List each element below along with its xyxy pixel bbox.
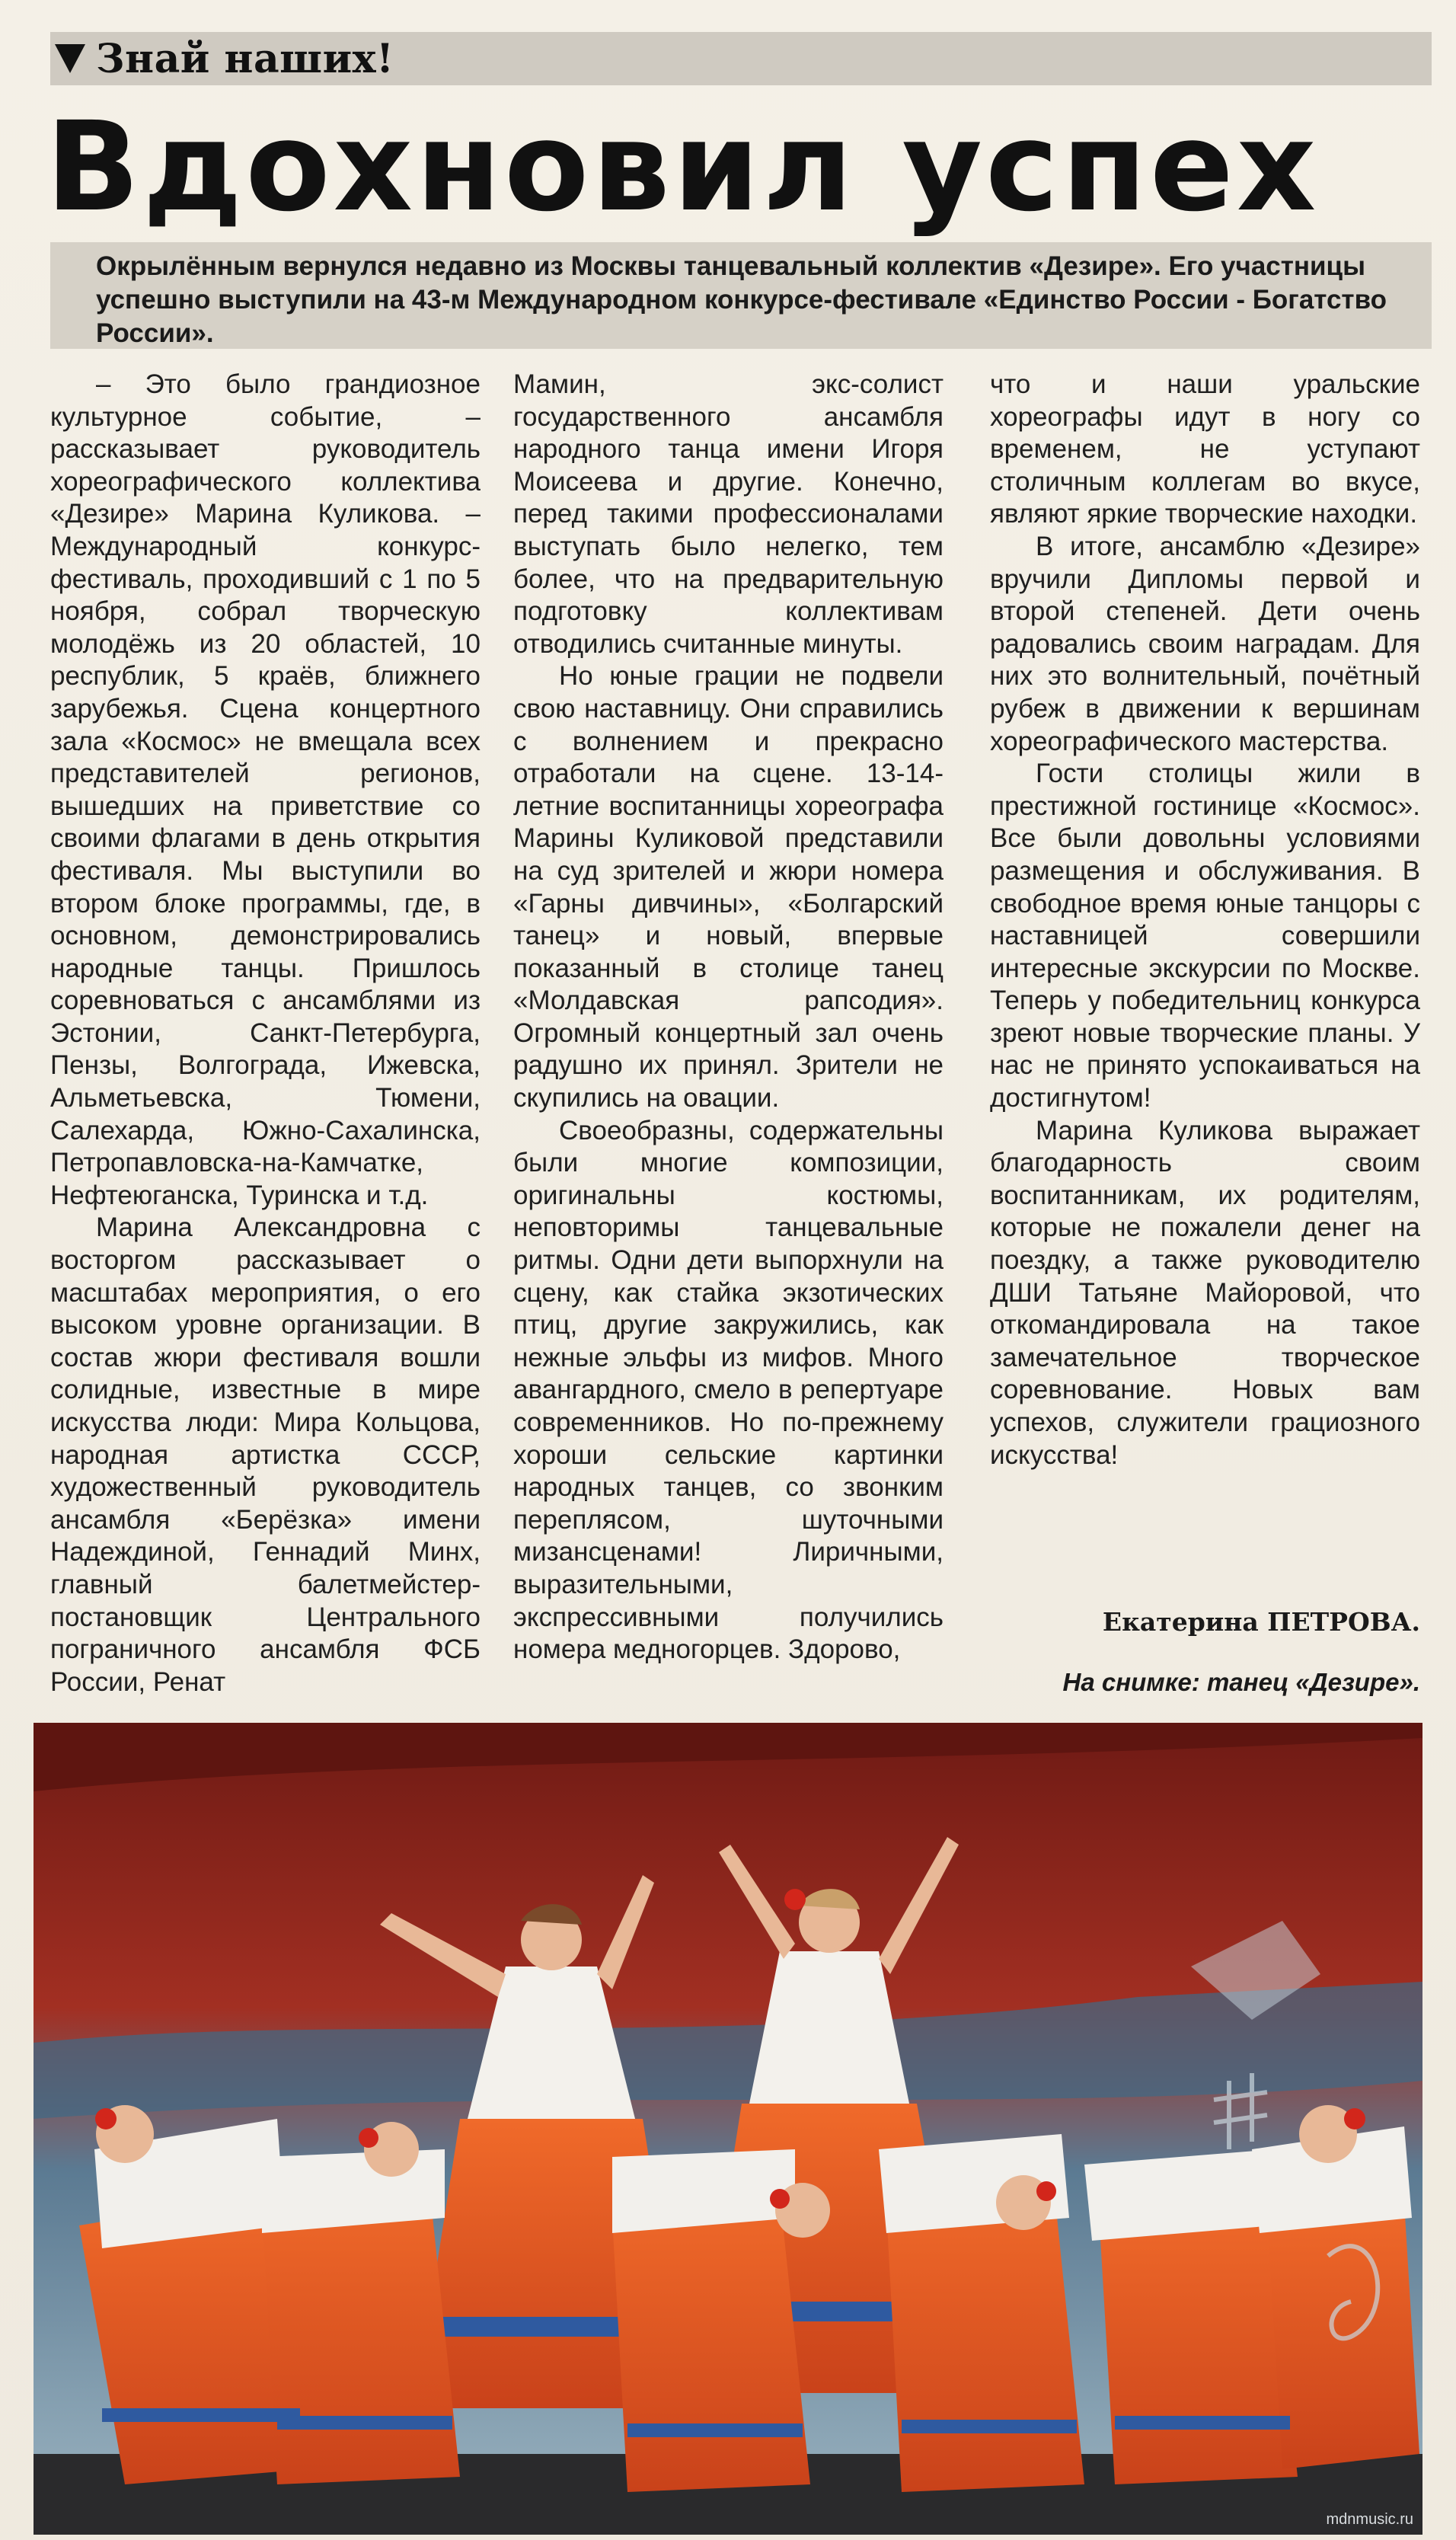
paragraph: Своеобразны, содержательны были многие композиции, оригинальны костюмы, неповторимы танцевальные ритмы. Одни дети выпорхнули на сцену, как стайка экзотических птиц, другие закружились, как нежные эльфы из мифов. Много авангардного, смело в репертуаре современников. Но по-прежнему хороши сельские картинки народных танцев, со звонким переплясом, шуточными мизансценами! Лиричными, выразительными, экспрессивными получились номера медногорцев. Здорово, xyxy=(513,1115,944,1665)
article-column-2 xyxy=(513,369,944,1666)
paragraph: Мамин, экс-солист государственного ансамбля народного танца имени Игоря Моисеева и другие. Конечно, перед такими профессионалами выступать было нелегко, тем более, что на предварительную подготовку коллективам отводились считанные минуты. xyxy=(513,369,944,659)
article-column-3 xyxy=(990,369,1420,1471)
article-column-1 xyxy=(50,369,481,1698)
paragraph: Но юные грации не подвели свою наставницу. Они справились с волнением и прекрасно отработали на сцене. 13-14-летние воспитанницы хореографа Марины Куликовой представили на суд зрителей и жюри номера «Гарны дивчины», «Болгарский танец» и новый, впервые показанный в столице танец «Молдавская рапсодия». Огромный концертный зал очень радушно их принял. Зрители не скупились на овации. xyxy=(513,661,944,1113)
front-dancer-row xyxy=(79,2187,1419,2492)
dance-photo-illustration xyxy=(34,1723,1422,2535)
rubric-label: Знай наших! xyxy=(96,35,394,82)
paragraph: В итоге, ансамблю «Дезире» вручили Дипломы первой и второй степеней. Дети очень радовались своим наградам. Для них это волнительный, почётный рубеж в движении к вершинам хореографического мастерства. xyxy=(990,531,1420,756)
paragraph: – Это было грандиозное культурное событие, – рассказывает руководитель хореографического коллектива «Дезире» Марина Куликова. – Международный конкурс-фестиваль, проходивший с 1 по 5 ноября, собрал творческую молодёжь из 20 областей, 10 республик, 5 краёв, ближнего зарубежья. Сцена концертного зала «Космос» не вмещала всех представителей регионов, вышедших на приветствие со своими флагами в день открытия фестиваля. Мы выступили во втором блоке программы, где, в основном, демонстрировались народные танцы. Пришлось соревноваться с ансамблями из Эстонии, Санкт-Петербурга, Пензы, Волгограда, Ижевска, Альметьевска, Тюмени, Салехарда, Южно-Сахалинска, Петропавловска-на-Камчатке, Нефтеюганска, Туринска и т.д. xyxy=(50,369,481,1210)
photo-caption: На снимке: танец «Дезире». xyxy=(1062,1668,1420,1696)
headline: Вдохновил успех xyxy=(46,96,1320,239)
triangle-marker-icon xyxy=(55,44,85,73)
paragraph: Марина Александровна с восторгом рассказывает о масштабах мероприятия, о его высоком уровне организации. В состав жюри фестиваля вошли солидные, известные в мире искусства люди: Мира Кольцова, народная артистка СССР, художественный руководитель ансамбля «Берёзка» имени Надеждиной, Геннадий Минх, главный балетмейстер-постановщик Центрального пограничного ансамбля ФСБ России, Ренат xyxy=(50,1212,481,1697)
paragraph: Марина Куликова выражает благодарность своим воспитанникам, их родителям, которые не пожалели денег на поездку, а также руководителю ДШИ Татьяне Майоровой, что откомандировала на такое замечательное творческое соревнование. Новых вам успехов, служители грациозного искусства! xyxy=(990,1115,1420,1470)
watermark: mdnmusic.ru xyxy=(1326,2511,1413,2528)
lead-paragraph: Окрылённым вернулся недавно из Москвы танцевальный коллектив «Дезире». Его участницы успешно выступили на 43-м Международном конкурсе-фестивале «Единство России - Богатство России». xyxy=(50,242,1432,349)
paragraph: Гости столицы жили в престижной гостинице «Космос». Все были довольны условиями размещения и обслуживания. В свободное время юные танцоры с наставницей совершили интересные экскурсии по Москве. Теперь у победительниц конкурса зреют новые творческие планы. У нас не принято успокаиваться на достигнутом! xyxy=(990,759,1420,1113)
author-signature: Екатерина ПЕТРОВА. xyxy=(1102,1607,1420,1637)
dance-photo xyxy=(34,1723,1422,2535)
paragraph: что и наши уральские хореографы идут в ногу со временем, не уступают столичным коллегам во вкусе, являют яркие творческие находки. xyxy=(990,369,1420,529)
rubric-bar xyxy=(50,32,1432,85)
